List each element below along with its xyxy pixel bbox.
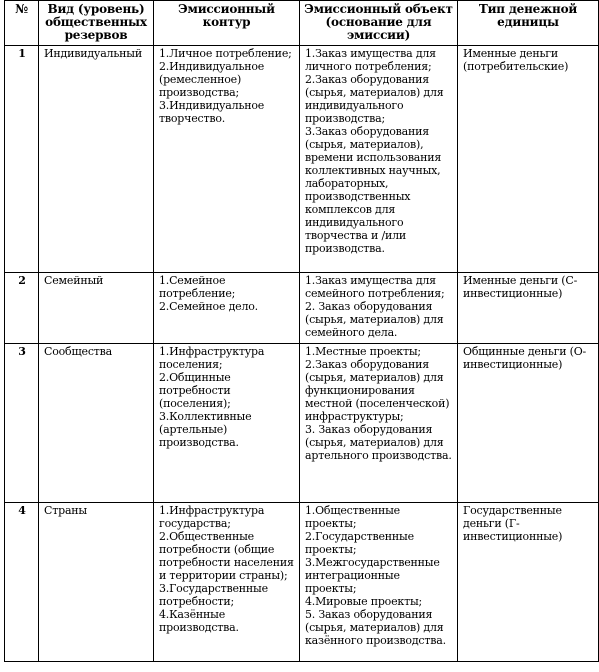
object-item: 5. Заказ оборудования (сырья, материалов) для казённого производства. — [305, 608, 446, 647]
emission-object — [300, 503, 458, 662]
object-item: 2. Заказ оборудования (сырья, материалов) для семейного дела. — [305, 300, 444, 339]
row-number: 1 — [5, 46, 39, 273]
object-item: 1.Заказ имущества для личного потребления; — [305, 47, 436, 73]
object-item: 1.Общественные проекты; — [305, 504, 400, 530]
reserve-kind: Индивидуальный — [39, 46, 154, 273]
table-row — [5, 46, 599, 273]
emission-contour — [154, 344, 300, 503]
contour-item: 1.Инфраструктура поселения; — [159, 345, 265, 371]
contour-item: 2.Общественные потребности (общие потребности населения и территории страны); — [159, 530, 294, 582]
object-item: 3.Заказ оборудования (сырья, материалов), времени использования коллективных научных, лабораторных, производственных комплексов для индивидуального творчества и /или производства. — [305, 125, 442, 255]
emission-object — [300, 344, 458, 503]
contour-item: 2.Индивидуальное (ремесленное) производства; — [159, 60, 265, 99]
contour-item: 3.Индивидуальное творчество. — [159, 99, 265, 125]
reserve-kind: Страны — [39, 503, 154, 662]
currency-type: Именные деньги (потребительские) — [458, 46, 599, 273]
row-number: 4 — [5, 503, 39, 662]
contour-item: 3.Государственные потребности; — [159, 582, 268, 608]
object-item: 4.Мировые проекты; — [305, 595, 423, 608]
contour-item: 1.Личное потребление; — [159, 47, 292, 60]
header-row — [5, 1, 599, 46]
reserves-table — [4, 0, 599, 662]
reserve-kind: Семейный — [39, 273, 154, 344]
header-emission-contour: Эмиссионный контур — [154, 1, 300, 46]
header-emission-object: Эмиссионный объект (основание для эмиссии) — [300, 1, 458, 46]
header-reserve-kind: Вид (уровень) общественных резервов — [39, 1, 154, 46]
contour-item: 2.Семейное дело. — [159, 300, 258, 313]
object-item: 1.Заказ имущества для семейного потребления; — [305, 274, 445, 300]
object-item: 3. Заказ оборудования (сырья, материалов) для артельного производства. — [305, 423, 452, 462]
table-row — [5, 273, 599, 344]
object-item: 2.Заказ оборудования (сырья, материалов) для индивидуального производства; — [305, 73, 444, 125]
contour-item: 1.Инфраструктура государства; — [159, 504, 265, 530]
emission-contour — [154, 46, 300, 273]
contour-item: 1.Семейное потребление; — [159, 274, 236, 300]
object-item: 3.Межгосударственные интеграционные проекты; — [305, 556, 440, 595]
contour-item: 4.Казённые производства. — [159, 608, 239, 634]
currency-type: Государственные деньги (Г-инвестиционные) — [458, 503, 599, 662]
emission-contour — [154, 503, 300, 662]
emission-object — [300, 46, 458, 273]
table-row — [5, 344, 599, 503]
header-currency-type: Тип денежной единицы — [458, 1, 599, 46]
contour-item: 2.Общинные потребности (поселения); — [159, 371, 231, 410]
object-item: 1.Местные проекты; — [305, 345, 421, 358]
row-number: 2 — [5, 273, 39, 344]
emission-contour — [154, 273, 300, 344]
row-number: 3 — [5, 344, 39, 503]
currency-type: Общинные деньги (О-инвестиционные) — [458, 344, 599, 503]
reserve-kind: Сообщества — [39, 344, 154, 503]
table-row — [5, 503, 599, 662]
object-item: 2.Государственные проекты; — [305, 530, 414, 556]
header-number: № — [5, 1, 39, 46]
currency-type: Именные деньги (С-инвестиционные) — [458, 273, 599, 344]
object-item: 2.Заказ оборудования (сырья, материалов) для функционирования местной (поселенческой) инфраструктуры; — [305, 358, 450, 423]
contour-item: 3.Коллективные (артельные) производства. — [159, 410, 252, 449]
emission-object — [300, 273, 458, 344]
